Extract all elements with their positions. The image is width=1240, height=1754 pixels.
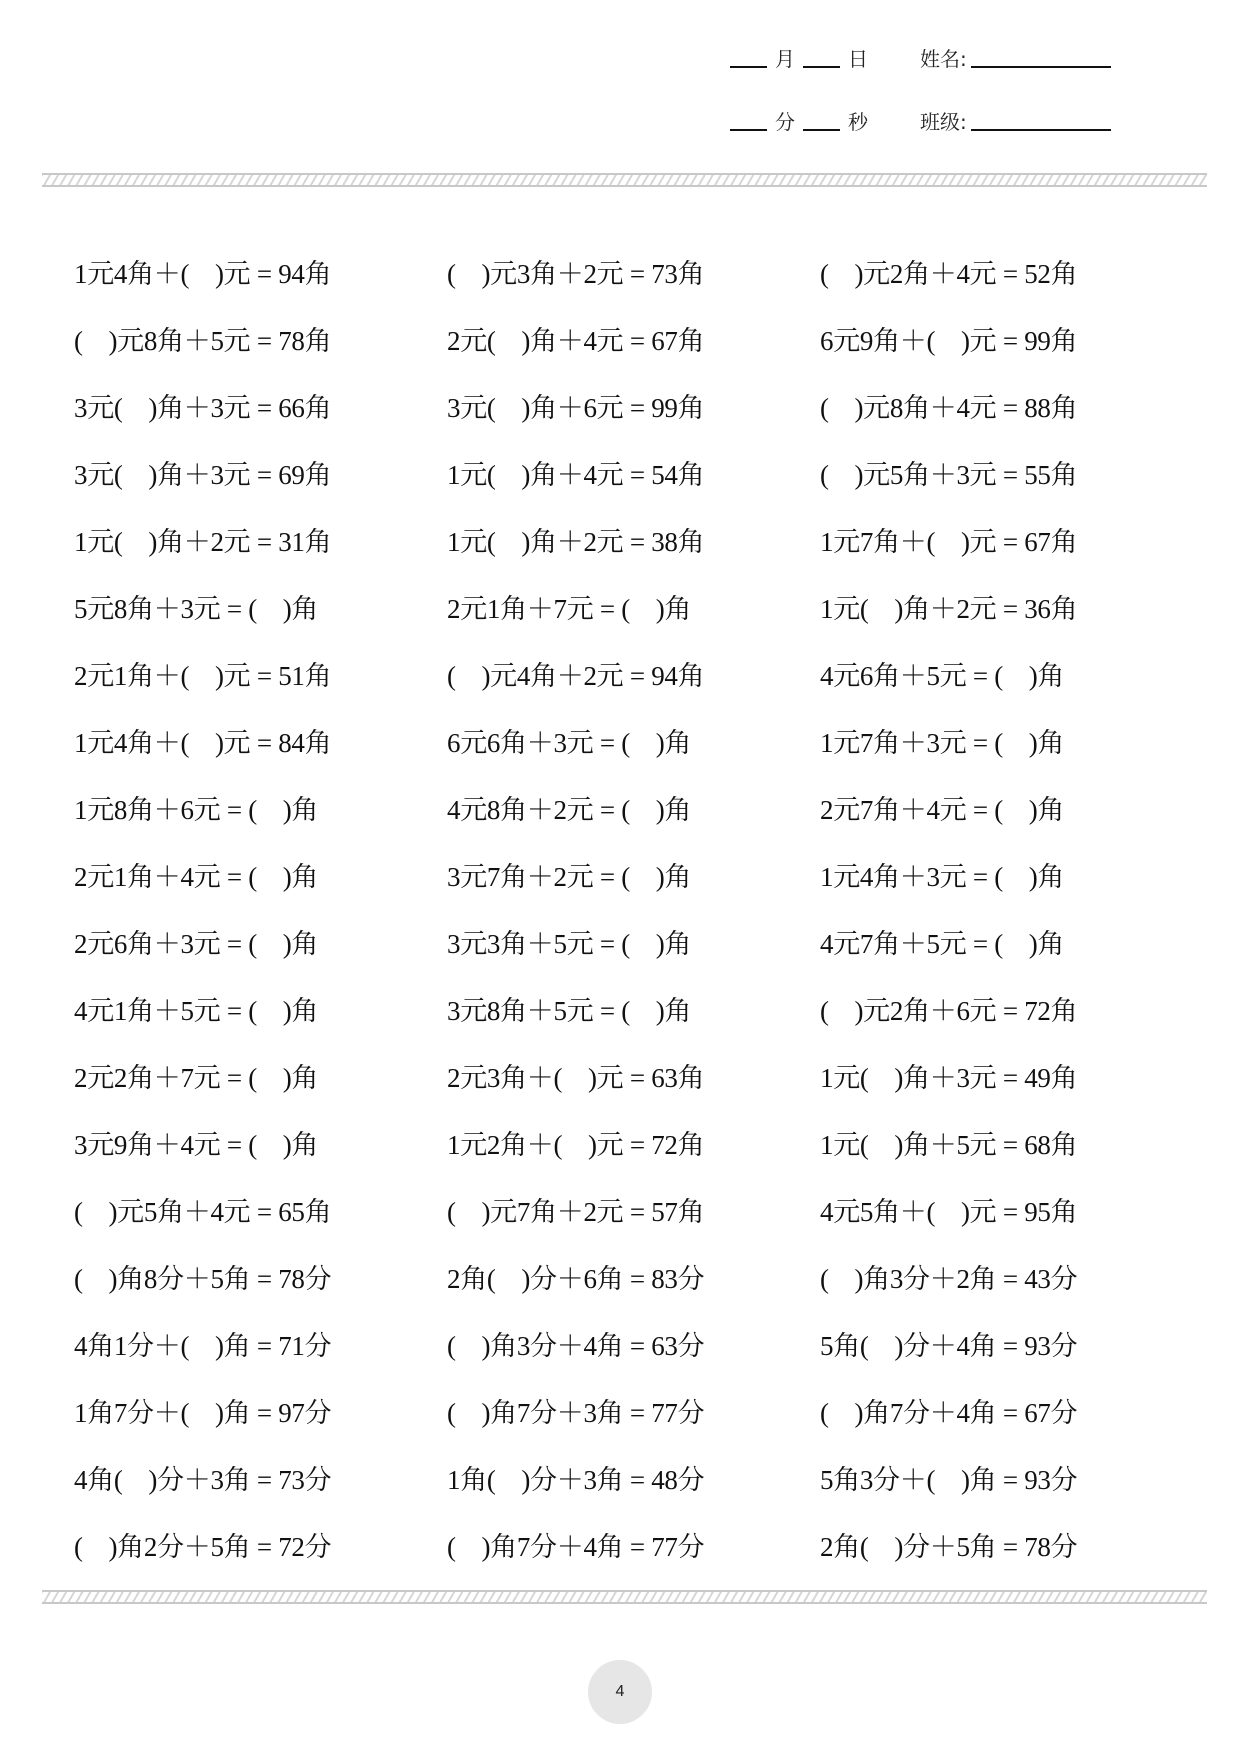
problem-item: ( )角7分＋4角 = 77分 [447, 1532, 705, 1562]
problem-item: 4元6角＋5元 = ( )角 [820, 661, 1065, 691]
problem-item: 4元8角＋2元 = ( )角 [447, 795, 692, 825]
problem-item: ( )元2角＋6元 = 72角 [820, 996, 1078, 1026]
seconds-label: 秒 [848, 110, 868, 134]
page-number-badge [588, 1660, 652, 1724]
problem-row [74, 506, 1204, 573]
problem-item: ( )角2分＋5角 = 72分 [74, 1532, 332, 1562]
problem-row [74, 573, 1204, 640]
problem-item: 2元( )角＋4元 = 67角 [447, 326, 705, 356]
problem-item: 1元( )角＋4元 = 54角 [447, 460, 705, 490]
problem-item: 1元7角＋( )元 = 67角 [820, 527, 1078, 557]
problem-item: 1元( )角＋2元 = 31角 [74, 527, 332, 557]
problem-item: 3元( )角＋6元 = 99角 [447, 393, 705, 423]
problem-item: 6元9角＋( )元 = 99角 [820, 326, 1078, 356]
problem-item: ( )元4角＋2元 = 94角 [447, 661, 705, 691]
problem-item: 1元7角＋3元 = ( )角 [820, 728, 1065, 758]
problem-item: 5角3分＋( )角 = 93分 [820, 1465, 1078, 1495]
problem-item: ( )元5角＋3元 = 55角 [820, 460, 1078, 490]
problem-item: ( )角8分＋5角 = 78分 [74, 1264, 332, 1294]
problem-row [74, 1444, 1204, 1511]
top-divider [42, 173, 1207, 187]
time-class-row [730, 105, 1111, 135]
problem-item: ( )元5角＋4元 = 65角 [74, 1197, 332, 1227]
name-label: 姓名: [920, 47, 967, 71]
problem-item: ( )角7分＋4角 = 67分 [820, 1398, 1078, 1428]
bottom-divider [42, 1590, 1207, 1604]
month-label: 月 [775, 47, 795, 71]
problem-item: 3元7角＋2元 = ( )角 [447, 862, 692, 892]
problem-item: 1角( )分＋3角 = 48分 [447, 1465, 705, 1495]
problem-row [74, 1109, 1204, 1176]
problem-row [74, 707, 1204, 774]
problem-item: 3元( )角＋3元 = 66角 [74, 393, 332, 423]
problem-row [74, 238, 1204, 305]
problem-item: 6元6角＋3元 = ( )角 [447, 728, 692, 758]
name-blank[interactable] [971, 66, 1111, 68]
problem-item: 4元5角＋( )元 = 95角 [820, 1197, 1078, 1227]
problem-item: ( )元8角＋5元 = 78角 [74, 326, 332, 356]
page-number: 4 [615, 1683, 625, 1700]
day-label: 日 [848, 47, 868, 71]
class-label: 班级: [920, 110, 967, 134]
problem-item: 1元4角＋( )元 = 94角 [74, 259, 332, 289]
problem-item: 3元9角＋4元 = ( )角 [74, 1130, 319, 1160]
problem-item: 1元( )角＋3元 = 49角 [820, 1063, 1078, 1093]
problem-grid [74, 238, 1204, 1578]
problem-item: 1元4角＋( )元 = 84角 [74, 728, 332, 758]
problem-item: ( )元7角＋2元 = 57角 [447, 1197, 705, 1227]
problem-row [74, 640, 1204, 707]
problem-row [74, 1377, 1204, 1444]
minutes-blank[interactable] [730, 129, 767, 131]
day-blank[interactable] [803, 66, 840, 68]
problem-item: 1元8角＋6元 = ( )角 [74, 795, 319, 825]
problem-item: ( )元8角＋4元 = 88角 [820, 393, 1078, 423]
month-blank[interactable] [730, 66, 767, 68]
class-blank[interactable] [971, 129, 1111, 131]
problem-item: 2元1角＋4元 = ( )角 [74, 862, 319, 892]
problem-row [74, 975, 1204, 1042]
problem-item: 2元7角＋4元 = ( )角 [820, 795, 1065, 825]
problem-item: 1元( )角＋2元 = 38角 [447, 527, 705, 557]
problem-item: 3元8角＋5元 = ( )角 [447, 996, 692, 1026]
problem-item: 2角( )分＋5角 = 78分 [820, 1532, 1078, 1562]
problem-item: 3元3角＋5元 = ( )角 [447, 929, 692, 959]
problem-row [74, 1243, 1204, 1310]
problem-item: ( )角3分＋2角 = 43分 [820, 1264, 1078, 1294]
seconds-blank[interactable] [803, 129, 840, 131]
problem-row [74, 1042, 1204, 1109]
problem-item: 4元7角＋5元 = ( )角 [820, 929, 1065, 959]
problem-row [74, 841, 1204, 908]
problem-item: ( )角3分＋4角 = 63分 [447, 1331, 705, 1361]
problem-item: 2元1角＋( )元 = 51角 [74, 661, 332, 691]
problem-item: 1元( )角＋5元 = 68角 [820, 1130, 1078, 1160]
problem-row [74, 439, 1204, 506]
problem-item: 2元6角＋3元 = ( )角 [74, 929, 319, 959]
problem-item: 1元( )角＋2元 = 36角 [820, 594, 1078, 624]
problem-row [74, 372, 1204, 439]
problem-row [74, 1310, 1204, 1377]
problem-item: 1角7分＋( )角 = 97分 [74, 1398, 332, 1428]
problem-item: 5元8角＋3元 = ( )角 [74, 594, 319, 624]
problem-item: 4元1角＋5元 = ( )角 [74, 996, 319, 1026]
minutes-label: 分 [775, 110, 795, 134]
date-name-row [730, 42, 1111, 72]
problem-row [74, 305, 1204, 372]
problem-item: 2角( )分＋6角 = 83分 [447, 1264, 705, 1294]
problem-item: ( )元2角＋4元 = 52角 [820, 259, 1078, 289]
problem-item: ( )角7分＋3角 = 77分 [447, 1398, 705, 1428]
problem-item: 4角1分＋( )角 = 71分 [74, 1331, 332, 1361]
problem-row [74, 1511, 1204, 1578]
problem-item: 5角( )分＋4角 = 93分 [820, 1331, 1078, 1361]
problem-item: ( )元3角＋2元 = 73角 [447, 259, 705, 289]
problem-row [74, 1176, 1204, 1243]
problem-row [74, 774, 1204, 841]
problem-item: 2元1角＋7元 = ( )角 [447, 594, 692, 624]
problem-item: 4角( )分＋3角 = 73分 [74, 1465, 332, 1495]
problem-item: 2元3角＋( )元 = 63角 [447, 1063, 705, 1093]
problem-item: 3元( )角＋3元 = 69角 [74, 460, 332, 490]
problem-item: 1元4角＋3元 = ( )角 [820, 862, 1065, 892]
problem-row [74, 908, 1204, 975]
problem-item: 1元2角＋( )元 = 72角 [447, 1130, 705, 1160]
problem-item: 2元2角＋7元 = ( )角 [74, 1063, 319, 1093]
